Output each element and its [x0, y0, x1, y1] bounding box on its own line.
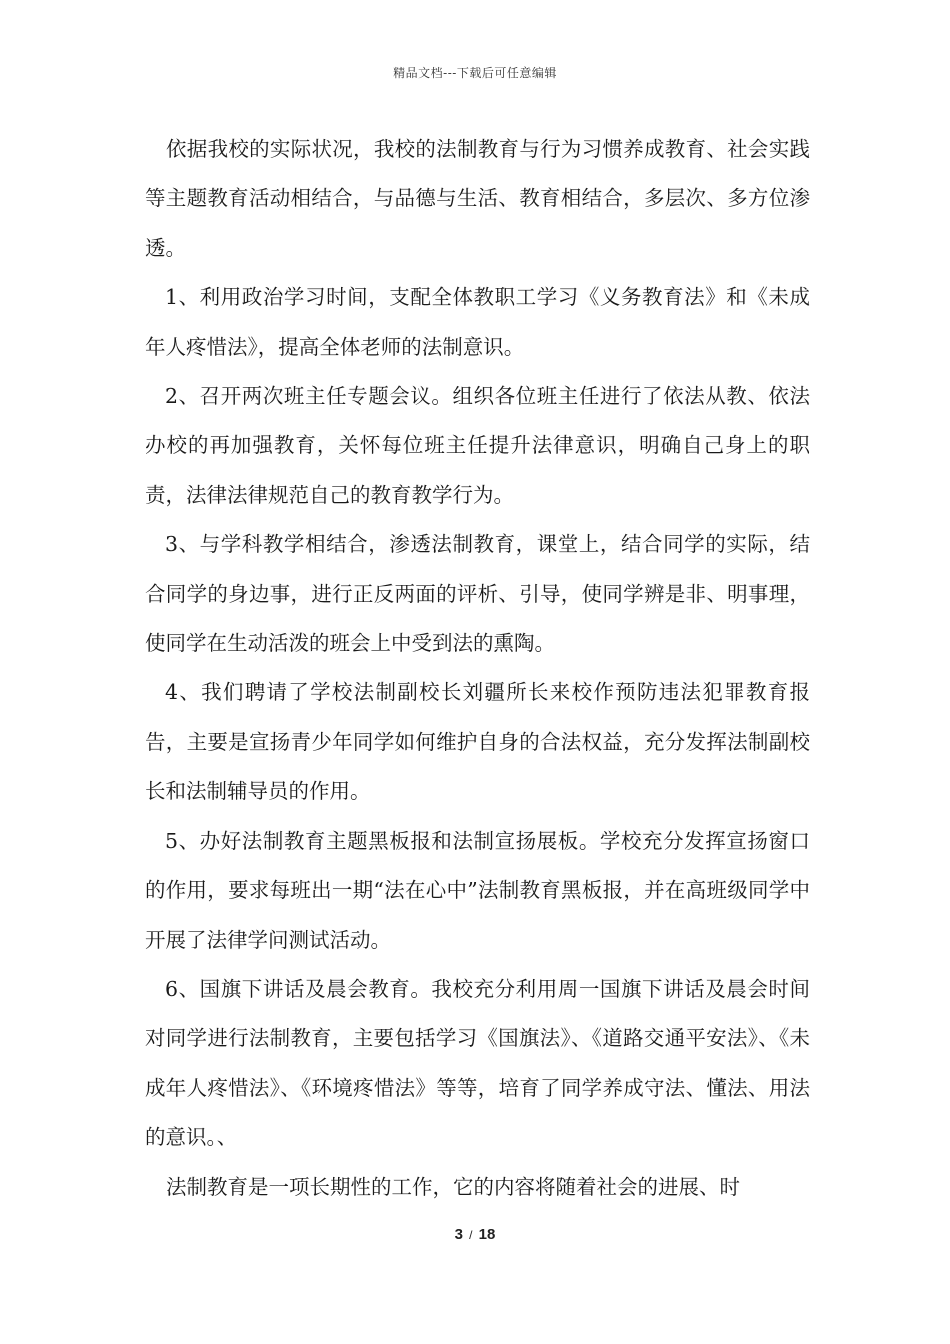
current-page-number: 3: [454, 1226, 463, 1243]
paragraph-intro: 依据我校的实际状况，我校的法制教育与行为习惯养成教育、社会实践等主题教育活动相结合，与品德与生活、教育相结合，多层次、多方位渗透。: [145, 137, 810, 260]
page-header: 精品文档---下载后可任意编辑: [393, 66, 557, 80]
document-body: [145, 125, 810, 1212]
paragraph-conclusion: 法制教育是一项长期性的工作，它的内容将随着社会的进展、时: [166, 1174, 740, 1199]
paragraph-item-4: 4、我们聘请了学校法制副校长刘疆所长来校作预防违法犯罪教育报告，主要是宣扬青少年同学如何维护自身的合法权益，充分发挥法制副校长和法制辅导员的作用。: [145, 680, 810, 804]
paragraph-item-5: 5、办好法制教育主题黑板报和法制宣扬展板。学校充分发挥宣扬窗口的作用，要求每班出一期“法在心中”法制教育黑板报，并在高班级同学中开展了法律学问测试活动。: [145, 828, 810, 952]
page-separator: /: [469, 1228, 473, 1242]
paragraph-item-3: 3、与学科教学相结合，渗透法制教育，课堂上，结合同学的实际，结合同学的身边事，进行正反两面的评析、引导，使同学辨是非、明事理，使同学在生动活泼的班会上中受到法的熏陶。: [145, 532, 810, 656]
paragraph-item-6: 6、国旗下讲话及晨会教育。我校充分利用周一国旗下讲话及晨会时间对同学进行法制教育，主要包括学习《国旗法》、《道路交通平安法》、《未成年人疼惜法》、《环境疼惜法》等等，培育了同学养成守法、懂法、用法的意识。、: [145, 976, 810, 1150]
paragraph-item-1: 1、利用政治学习时间，支配全体教职工学习《义务教育法》和《未成年人疼惜法》，提高全体老师的法制意识。: [145, 285, 810, 359]
total-pages-number: 18: [478, 1226, 496, 1243]
page-number: [0, 1226, 950, 1243]
paragraph-item-2: 2、召开两次班主任专题会议。组织各位班主任进行了依法从教、依法办校的再加强教育，关怀每位班主任提升法律意识，明确自己身上的职责，法律法律规范自己的教育教学行为。: [145, 384, 810, 507]
